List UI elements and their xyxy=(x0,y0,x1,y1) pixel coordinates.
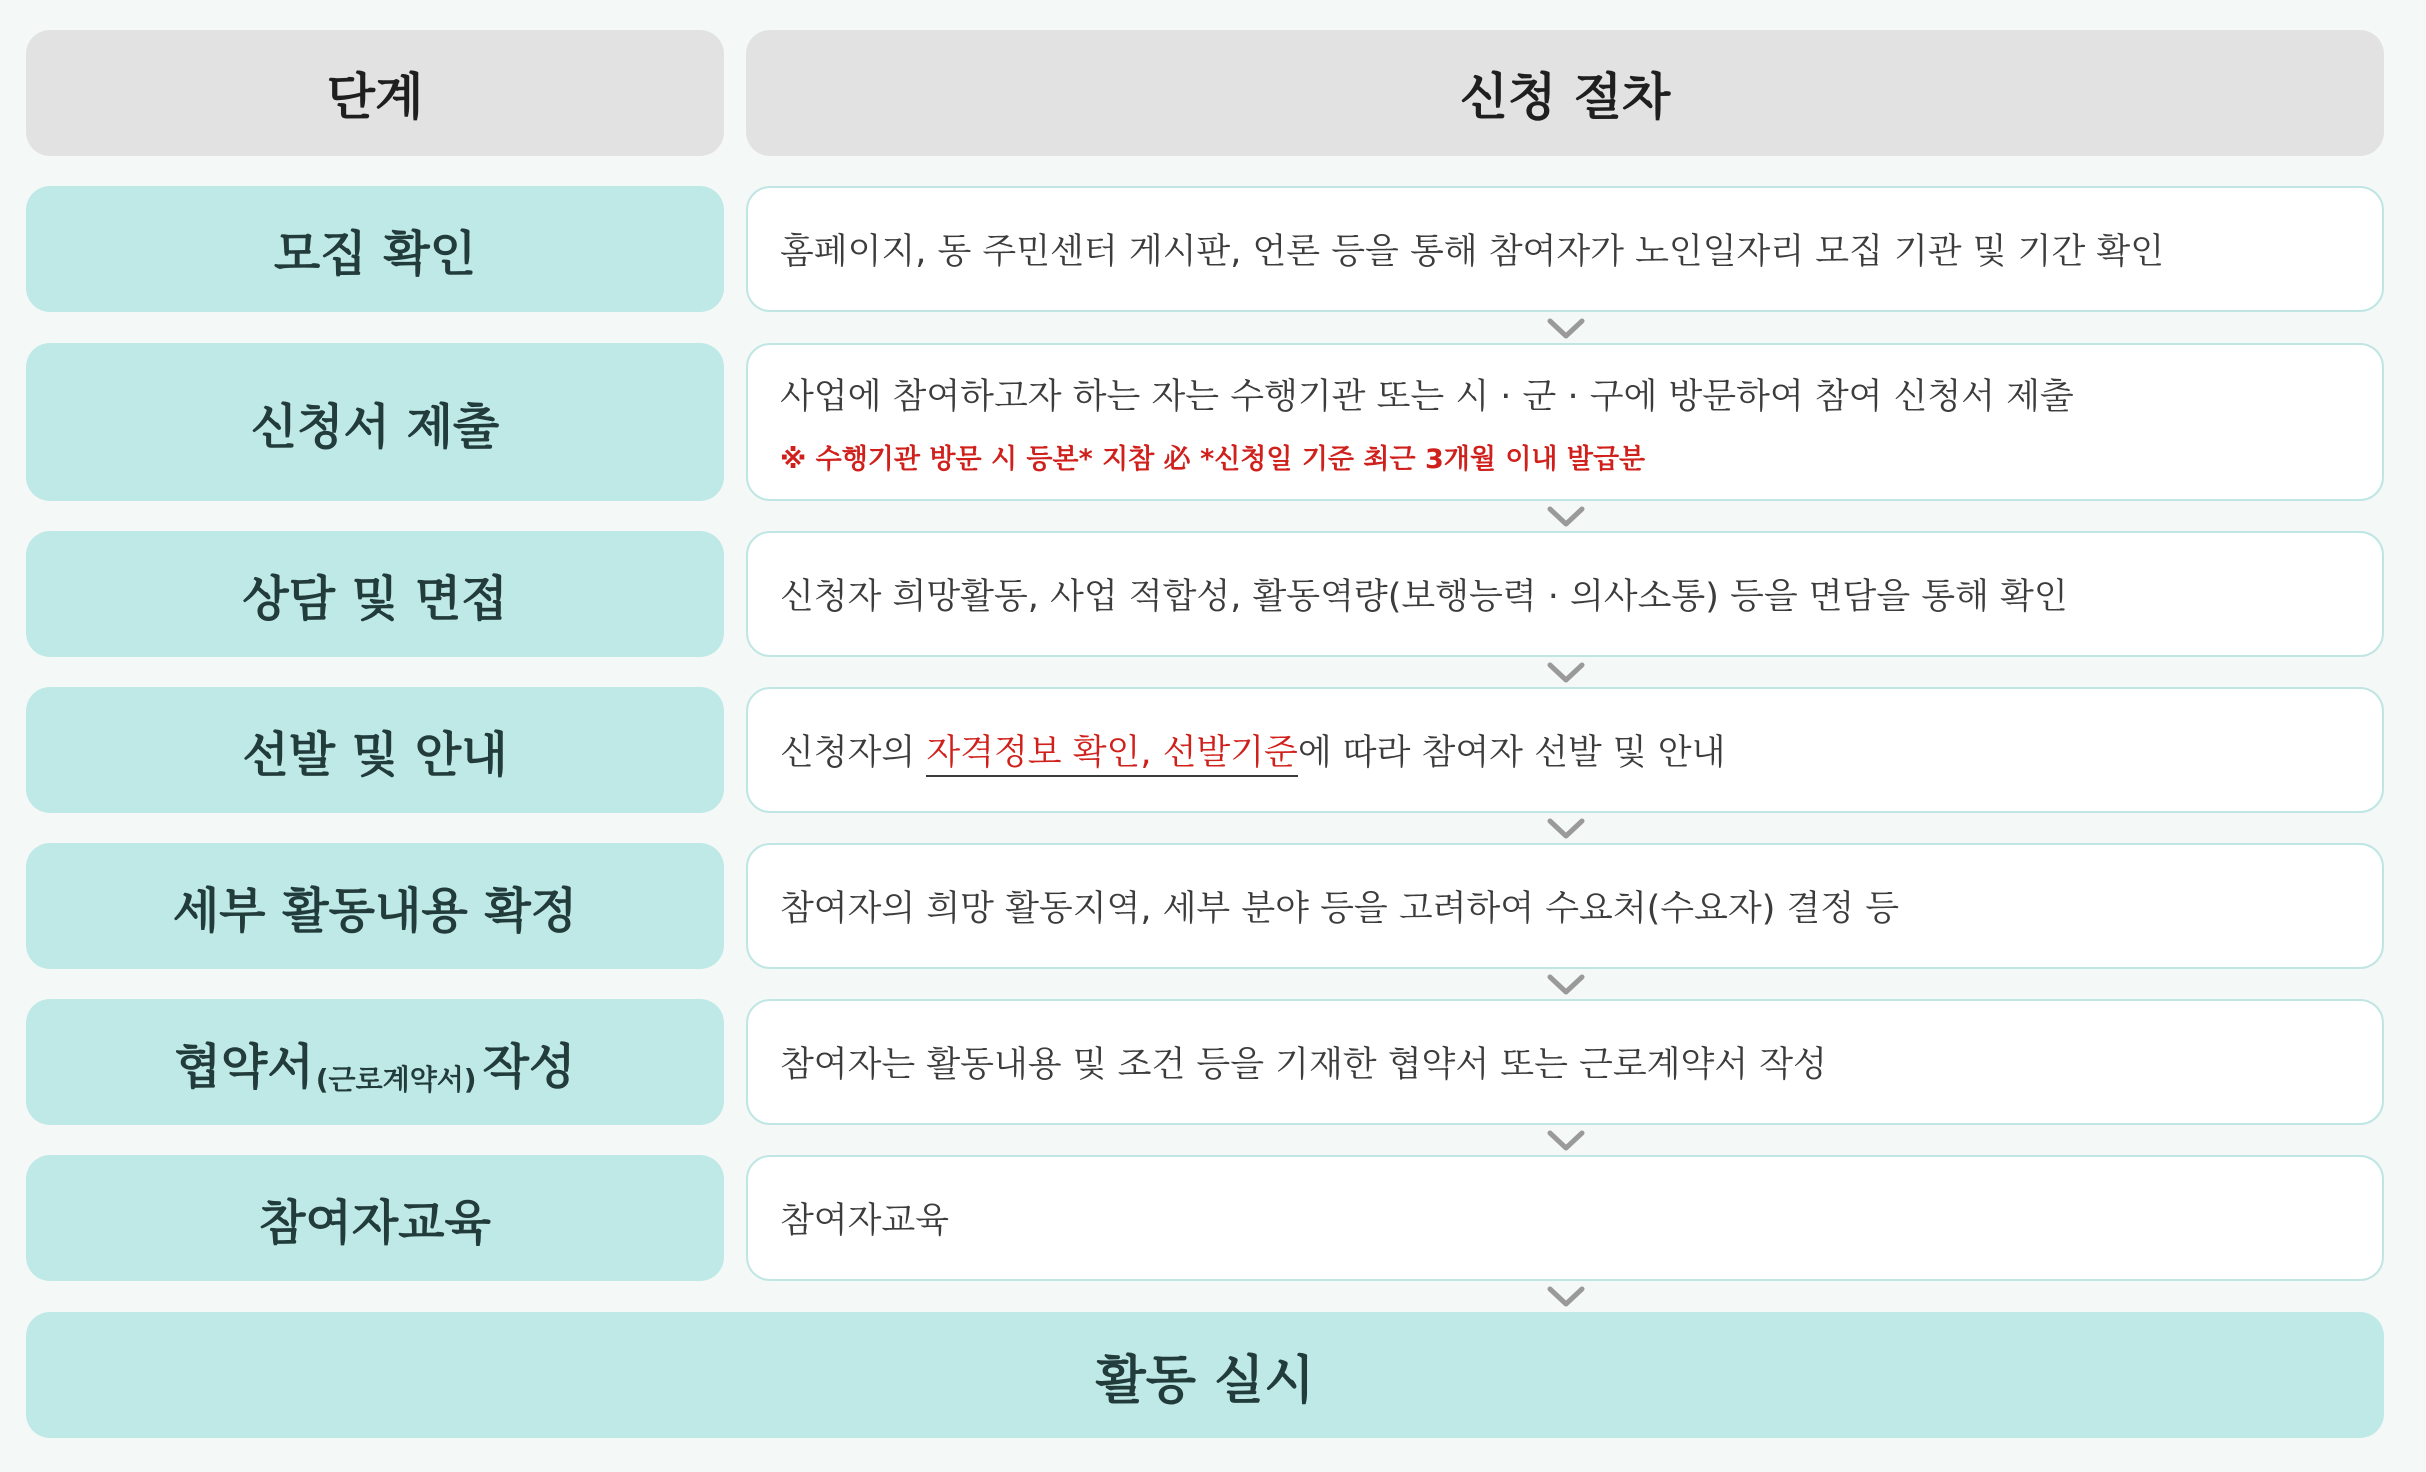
step-desc-text: 홈페이지, 동 주민센터 게시판, 언론 등을 통해 참여자가 노인일자리 모집 기관 및 기간 확인 xyxy=(780,232,2165,272)
final-step-text: 활동 실시 xyxy=(1095,1350,1315,1411)
step-label-activity-confirm xyxy=(26,843,724,969)
step-label-small: (근로계약서) xyxy=(315,1062,477,1096)
step-desc-consult-interview xyxy=(746,531,2384,657)
chevron-down-icon xyxy=(1547,506,1585,528)
step-label-end: 작성 xyxy=(482,1038,576,1095)
step-desc-text: 참여자는 활동내용 및 조건 등을 기재한 협약서 또는 근로계약서 작성 xyxy=(780,1045,1827,1085)
column-header-procedure-text: 신청 절차 xyxy=(1459,68,1671,126)
chevron-down-icon xyxy=(1547,1286,1585,1308)
step-desc-text: 사업에 참여하고자 하는 자는 수행기관 또는 시 · 군 · 구에 방문하여 참여 신청서 제출 xyxy=(780,376,2074,417)
chevron-down-icon xyxy=(1547,818,1585,840)
step-label-text xyxy=(175,1028,576,1097)
step-desc-text xyxy=(780,725,2382,775)
column-header-procedure xyxy=(746,30,2384,156)
chevron-down-icon xyxy=(1547,662,1585,684)
column-header-step-text: 단계 xyxy=(326,68,424,126)
step-desc-highlight: 자격정보 확인, 선발기준 xyxy=(926,733,1297,777)
chevron-down-icon xyxy=(1547,974,1585,996)
step-desc-recruit-check xyxy=(746,186,2384,312)
step-label-text: 모집 확인 xyxy=(273,225,477,282)
step-label-application-submit xyxy=(26,343,724,501)
step-desc-post: 에 따라 참여자 선발 및 안내 xyxy=(1297,733,1726,773)
step-desc-text: 신청자 희망활동, 사업 적합성, 활동역량(보행능력 · 의사소통) 등을 면담을 통해 확인 xyxy=(780,577,2068,617)
step-label-text: 선발 및 안내 xyxy=(242,726,508,783)
step-desc-agreement xyxy=(746,999,2384,1125)
step-desc-text: 참여자교육 xyxy=(780,1201,950,1241)
step-desc-application-submit xyxy=(746,343,2384,501)
step-label-selection-notice xyxy=(26,687,724,813)
step-desc-note: ※ 수행기관 방문 시 등본* 지참 必 *신청일 기준 최근 3개월 이내 발급분 xyxy=(780,443,1646,475)
step-label-text: 참여자교육 xyxy=(259,1194,491,1251)
step-label-text: 신청서 제출 xyxy=(250,398,500,455)
step-desc-education xyxy=(746,1155,2384,1281)
chevron-down-icon xyxy=(1547,318,1585,340)
step-desc-selection-notice xyxy=(746,687,2384,813)
step-label-main: 협약서 xyxy=(174,1038,314,1095)
step-desc-pre: 신청자의 xyxy=(780,733,927,773)
column-header-step xyxy=(26,30,724,156)
final-step-activity xyxy=(26,1312,2384,1438)
step-label-education xyxy=(26,1155,724,1281)
step-label-agreement xyxy=(26,999,724,1125)
step-label-text: 세부 활동내용 확정 xyxy=(172,882,578,939)
step-label-consult-interview xyxy=(26,531,724,657)
step-label-text: 상담 및 면접 xyxy=(242,570,508,627)
step-desc-text: 참여자의 희망 활동지역, 세부 분야 등을 고려하여 수요처(수요자) 결정 등 xyxy=(780,889,1900,929)
chevron-down-icon xyxy=(1547,1130,1585,1152)
step-label-recruit-check xyxy=(26,186,724,312)
step-desc-activity-confirm xyxy=(746,843,2384,969)
